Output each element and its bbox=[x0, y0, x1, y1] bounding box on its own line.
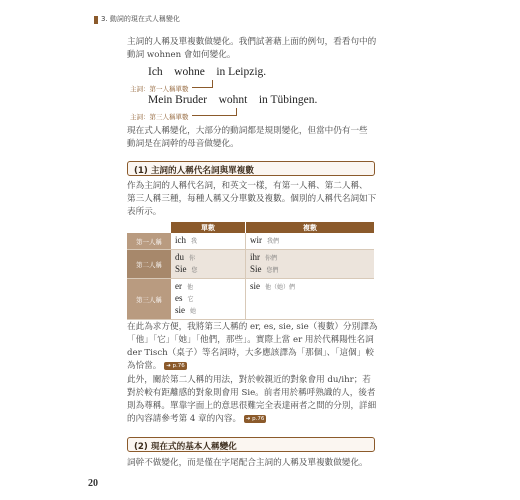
pronoun-chinese: 他（她）們 bbox=[265, 284, 296, 291]
chapter-title: 3. 動詞的現在式人稱變化 bbox=[101, 15, 180, 23]
paragraph-line: 此外，關於第二人稱的用法，對於較親近的對象會用 du/ihr；若 bbox=[127, 375, 371, 385]
paragraph-line-text: 的內容請參考第 4 章的內容。 bbox=[127, 414, 242, 424]
example-note-2: 主詞：第三人稱單數 bbox=[130, 113, 189, 121]
paragraph-line bbox=[127, 414, 379, 424]
paragraph-line: 對於較有距離感的對象則會用 Sie。前者用於稱呼熟識的人，後者 bbox=[127, 388, 376, 398]
person-label: 第一人稱 bbox=[127, 233, 171, 250]
pronoun-chinese: 我們 bbox=[267, 238, 280, 245]
page-reference-link[interactable] bbox=[244, 415, 267, 423]
example-arrow-1 bbox=[192, 87, 212, 88]
page-number: 20 bbox=[88, 478, 98, 489]
paragraph-line: der Tisch（桌子）等名詞時，大多應該譯為「那個」、「這個」較 bbox=[127, 348, 374, 358]
pronoun-entry bbox=[175, 252, 241, 264]
pronoun-entry bbox=[250, 235, 370, 247]
pronoun-chinese: 她 bbox=[190, 308, 197, 315]
example-arrow-1-up bbox=[212, 80, 213, 88]
pronoun-german: er bbox=[175, 281, 182, 291]
page-reference-text: p.76 bbox=[172, 362, 185, 369]
table-row bbox=[127, 233, 374, 250]
paragraph-line: 在此為求方便，我將第三人稱的 er, es, sie, sie（複數）分別譯為 bbox=[127, 322, 378, 332]
table-corner bbox=[127, 222, 171, 233]
pronoun-entry bbox=[175, 235, 241, 247]
person-label: 第二人稱 bbox=[127, 250, 171, 279]
person-label: 第三人稱 bbox=[127, 279, 171, 320]
header-plural: 複數 bbox=[246, 222, 375, 233]
paragraph-line bbox=[127, 361, 379, 371]
paragraph-regular-verbs bbox=[127, 126, 377, 149]
page-reference-text: p.76 bbox=[252, 415, 265, 422]
pronoun-german: ich bbox=[175, 235, 186, 245]
plural-cell bbox=[246, 250, 375, 279]
pronoun-entry bbox=[250, 281, 370, 293]
paragraph-line-text: 為恰當。 bbox=[127, 361, 162, 371]
paragraph-line: 則為尊稱。單靠字面上的意思很難完全表達兩者之間的分別，詳細 bbox=[127, 401, 377, 411]
table-header-row bbox=[127, 222, 374, 233]
singular-cell bbox=[171, 279, 246, 320]
paragraph-second-person bbox=[127, 375, 379, 424]
example-arrow-2 bbox=[192, 115, 236, 116]
chapter-marker bbox=[94, 16, 98, 24]
header-singular: 單數 bbox=[171, 222, 246, 233]
pronoun-german: wir bbox=[250, 235, 262, 245]
paragraph-line: 動詞是在詞幹的母音做變化。 bbox=[127, 139, 239, 149]
pronoun-entry bbox=[250, 252, 370, 264]
plural-cell bbox=[246, 279, 375, 320]
intro-paragraph bbox=[127, 37, 377, 60]
table-row bbox=[127, 279, 374, 320]
paragraph-pronouns bbox=[127, 181, 377, 217]
paragraph-basic-conjugation: 詞幹不做變化，而是僅在字尾配合主詞的人稱及單複數做變化。 bbox=[127, 458, 368, 468]
example-arrow-2-up bbox=[236, 108, 237, 116]
paragraph-line: 第三人稱三種，每種人稱又分單數及複數。個別的人稱代名詞如下 bbox=[127, 194, 377, 204]
pronoun-chinese: 您 bbox=[191, 267, 198, 274]
example-note-1: 主詞：第一人稱單數 bbox=[130, 85, 189, 93]
pronoun-german: sie bbox=[175, 305, 185, 315]
pronoun-chinese: 我 bbox=[191, 238, 198, 245]
pronoun-entry bbox=[250, 264, 370, 276]
arrow-icon: ➜ bbox=[245, 415, 251, 422]
pronoun-entry bbox=[175, 264, 241, 276]
example-sentence-1: Ich wohne in Leipzig. bbox=[148, 66, 267, 78]
pronoun-german: Sie bbox=[175, 264, 187, 274]
pronoun-german: ihr bbox=[250, 252, 260, 262]
plural-cell bbox=[246, 233, 375, 250]
table-row bbox=[127, 250, 374, 279]
page-reference-link[interactable] bbox=[164, 362, 187, 370]
pronoun-chinese: 它 bbox=[187, 296, 194, 303]
pronoun-german: du bbox=[175, 252, 184, 262]
paragraph-translation-note bbox=[127, 322, 379, 371]
intro-line: 主詞的人稱及單複數做變化。我們試著藉上面的例句，看看句中的 bbox=[127, 37, 377, 47]
pronoun-chinese: 您們 bbox=[266, 267, 279, 274]
paragraph-line: 作為主詞的人稱代名詞，和英文一樣，有第一人稱、第二人稱、 bbox=[127, 181, 368, 191]
example-sentence-2: Mein Bruder wohnt in Tübingen. bbox=[148, 94, 318, 106]
section-heading-1: (1) 主詞的人稱代名詞與單複數 bbox=[127, 161, 375, 176]
pronoun-entry bbox=[175, 305, 241, 317]
paragraph-line: 表所示。 bbox=[127, 207, 162, 217]
intro-line: 動詞 wohnen 會如何變化。 bbox=[127, 50, 236, 60]
pronoun-german: sie bbox=[250, 281, 260, 291]
paragraph-line: 現在式人稱變化，大部分的動詞都是規則變化，但當中仍有一些 bbox=[127, 126, 368, 136]
pronoun-german: Sie bbox=[250, 264, 262, 274]
section-heading-2: (2) 現在式的基本人稱變化 bbox=[127, 437, 375, 452]
paragraph-line: 「他」「它」「她」「他們，那些」。實際上當 er 用於代稱陽性名詞 bbox=[127, 335, 374, 345]
singular-cell bbox=[171, 250, 246, 279]
pronoun-chinese: 你們 bbox=[265, 255, 278, 262]
pronoun-chinese: 你 bbox=[189, 255, 196, 262]
pronoun-chinese: 他 bbox=[187, 284, 194, 291]
pronoun-entry bbox=[175, 293, 241, 305]
arrow-icon: ➜ bbox=[166, 362, 171, 369]
singular-cell bbox=[171, 233, 246, 250]
pronoun-entry bbox=[175, 281, 241, 293]
pronoun-german: es bbox=[175, 293, 183, 303]
pronoun-table bbox=[127, 222, 374, 320]
